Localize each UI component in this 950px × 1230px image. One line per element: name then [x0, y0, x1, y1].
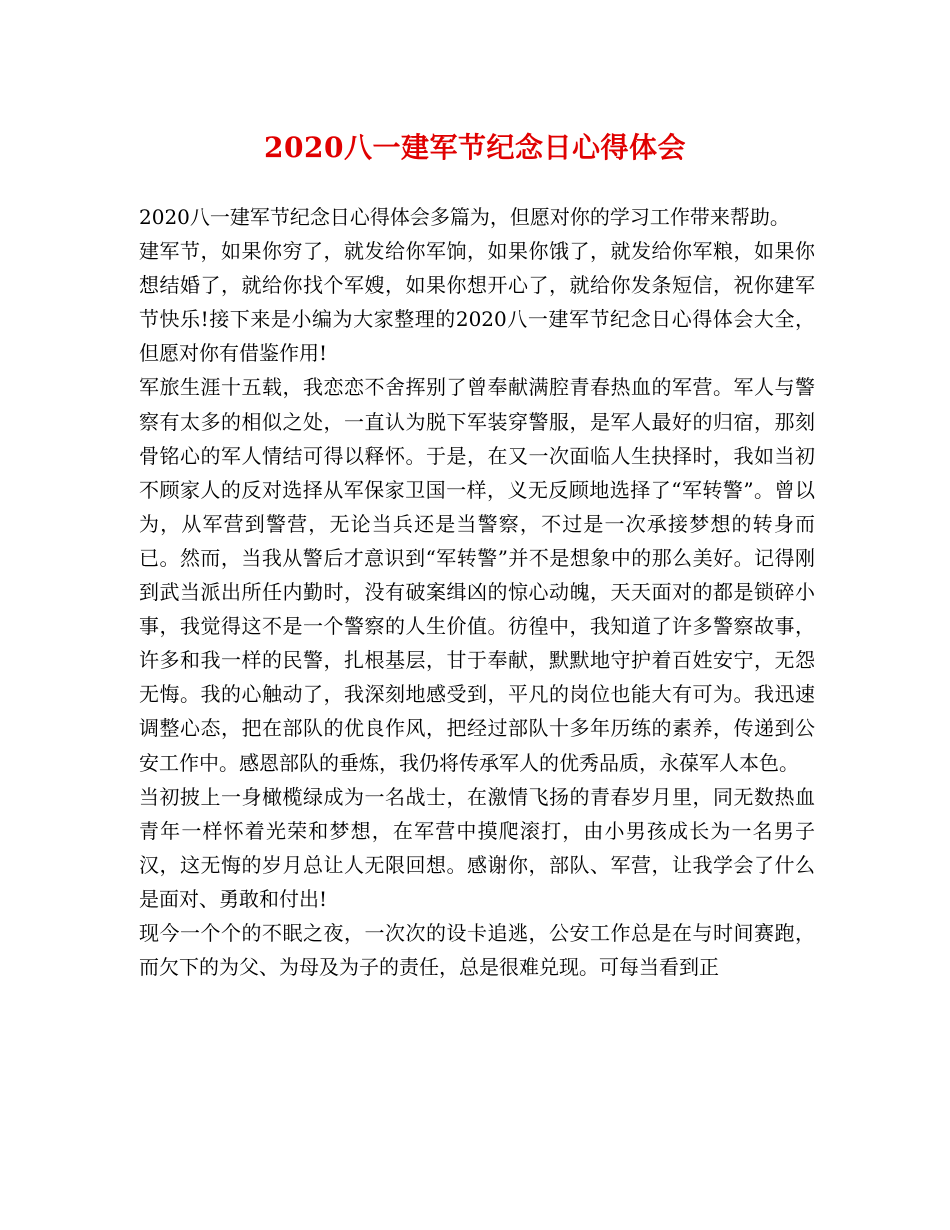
document-title: 2020八一建军节纪念日心得体会: [264, 131, 686, 164]
paragraph-greeting: 建军节，如果你穷了，就发给你军饷，如果你饿了，就发给你军粮，如果你想结婚了，就给你找个军嫂，如果你想开心了，就给你发条短信，祝你建军节快乐!接下来是小编为大家整理的2020八一建军节纪念日心得体会大全，但愿对你有借鉴作用!: [139, 239, 815, 366]
paragraph-military-to-police: 军旅生涯十五载，我恋恋不舍挥别了曾奉献满腔青春热血的军营。军人与警察有太多的相似之处，一直认为脱下军装穿警服，是军人最好的归宿，那刻骨铭心的军人情结可得以释怀。于是，在又一次面临人生抉择时，我如当初不顾家人的反对选择从军保家卫国一样，义无反顾地选择了“军转警”。曾以为，从军营到警营，无论当兵还是当警察，不过是一次承接梦想的转身而已。然而，当我从警后才意识到“军转警”并不是想象中的那么美好。记得刚到武当派出所任内勤时，没有破案缉凶的惊心动魄，天天面对的都是锁碎小事，我觉得这不是一个警察的人生价值。彷徨中，我知道了许多警察故事，许多和我一样的民警，扎根基层，甘于奉献，默默地守护着百姓安宁，无怨无悔。我的心触动了，我深刻地感受到，平凡的岗位也能大有可为。我迅速调整心态，把在部队的优良作风，把经过部队十多年历练的素养，传递到公安工作中。感恩部队的垂炼，我仍将传承军人的优秀品质，永葆军人本色。: [139, 375, 815, 775]
document-body: [139, 200, 815, 984]
paragraph-intro: 2020八一建军节纪念日心得体会多篇为，但愿对你的学习工作带来帮助。: [139, 205, 790, 229]
paragraph-olive-green: 当初披上一身橄榄绿成为一名战士，在激情飞扬的青春岁月里，同无数热血青年一样怀着光荣和梦想，在军营中摸爬滚打，由小男孩成长为一名男子汉，这无悔的岁月总让人无限回想。感谢你，部队、军营，让我学会了什么是面对、勇敢和付出!: [139, 784, 815, 911]
paragraph-sleepless-nights: 现今一个个的不眠之夜，一次次的设卡追逃，公安工作总是在与时间赛跑，而欠下的为父、为母及为子的责任，总是很难兑现。可每当看到正: [139, 920, 815, 980]
